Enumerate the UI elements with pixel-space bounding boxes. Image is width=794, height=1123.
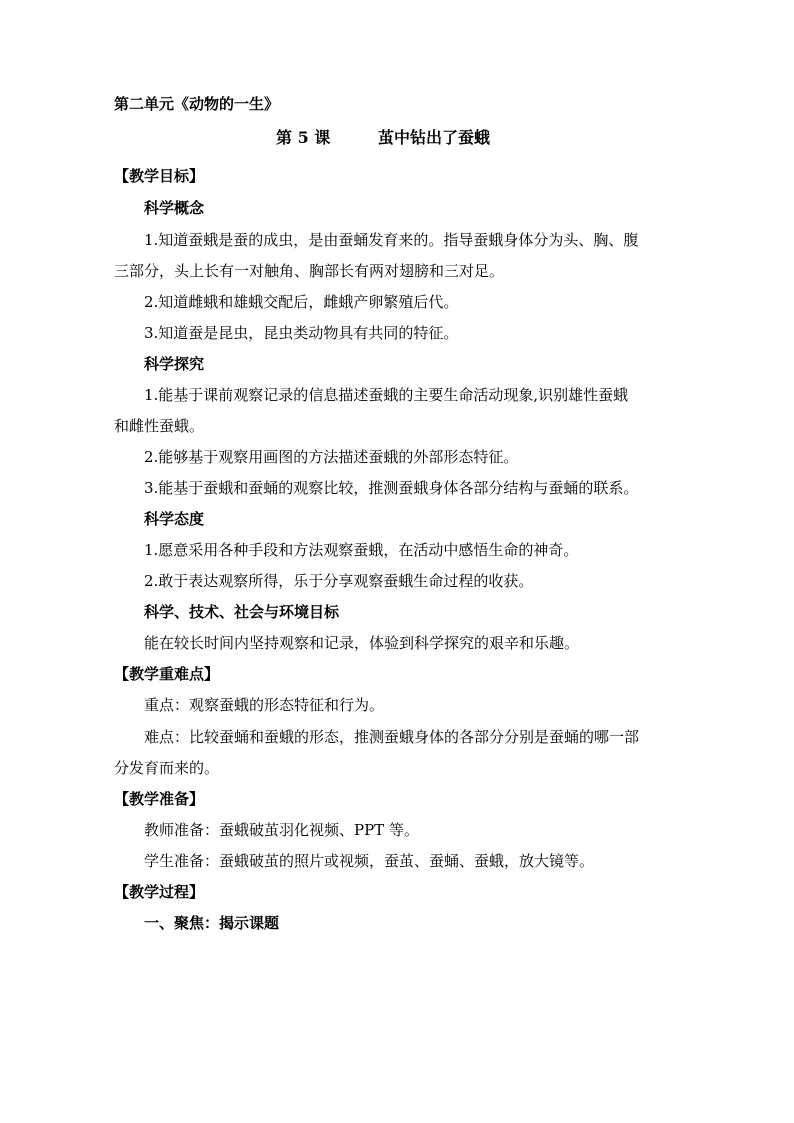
paragraph-key-point: 重点：观察蚕蛾的形态特征和行为。 [144,696,385,714]
paragraph-concept-1: 1.知道蚕蛾是蚕的成虫，是由蚕蛹发育来的。指导蚕蛾身体分为头、胸、腹 [144,231,639,249]
paragraph-inquiry-3: 3.能基于蚕蛾和蚕蛹的观察比较，推测蚕蛾身体各部分结构与蚕蛹的联系。 [144,479,639,497]
section-heading-key: 【教学重难点】 [114,665,220,683]
subheading-inquiry: 科学探究 [144,355,205,373]
paragraph-difficulty-cont: 分发育而来的。 [114,759,220,777]
section-heading-goals: 【教学目标】 [114,167,205,185]
section-heading-process: 【教学过程】 [114,883,205,901]
lesson-number: 第 5 课 [276,128,331,147]
paragraph-prep-teacher: 教师准备：蚕蛾破茧羽化视频、PPT 等。 [144,821,419,839]
paragraph-concept-2: 2.知道雌蛾和雄蛾交配后，雌蛾产卵繁殖后代。 [144,293,459,311]
paragraph-difficulty: 难点：比较蚕蛹和蚕蛾的形态，推测蚕蛾身体的各部分分别是蚕蛹的哪一部 [144,728,640,746]
paragraph-concept-1-cont: 三部分，头上长有一对触角、胸部长有两对翅膀和三对足。 [114,262,505,280]
paragraph-inquiry-1-cont: 和雌性蚕蛾。 [114,417,205,435]
paragraph-concept-3: 3.知道蚕是昆虫，昆虫类动物具有共同的特征。 [144,324,459,342]
subheading-concept: 科学概念 [144,199,205,217]
unit-title: 第二单元《动物的一生》 [114,95,280,113]
paragraph-attitude-1: 1.愿意采用各种手段和方法观察蚕蛾，在活动中感悟生命的神奇。 [144,541,579,559]
subheading-sts: 科学、技术、社会与环境目标 [144,603,340,621]
subheading-attitude: 科学态度 [144,510,205,528]
subheading-process-step1: 一、聚焦：揭示课题 [144,914,280,932]
section-heading-prep: 【教学准备】 [114,790,205,808]
paragraph-inquiry-2: 2.能够基于观察用画图的方法描述蚕蛾的外部形态特征。 [144,448,519,466]
paragraph-sts-1: 能在较长时间内坚持观察和记录，体验到科学探究的艰辛和乐趣。 [144,634,580,652]
paragraph-prep-student: 学生准备：蚕蛾破茧的照片或视频，蚕茧、蚕蛹、蚕蛾，放大镜等。 [144,852,595,870]
paragraph-inquiry-1: 1.能基于课前观察记录的信息描述蚕蛾的主要生命活动现象,识别雄性蚕蛾 [144,386,629,404]
lesson-title: 茧中钻出了蚕蛾 [378,128,491,147]
paragraph-attitude-2: 2.敢于表达观察所得，乐于分享观察蚕蛾生命过程的收获。 [144,572,534,590]
